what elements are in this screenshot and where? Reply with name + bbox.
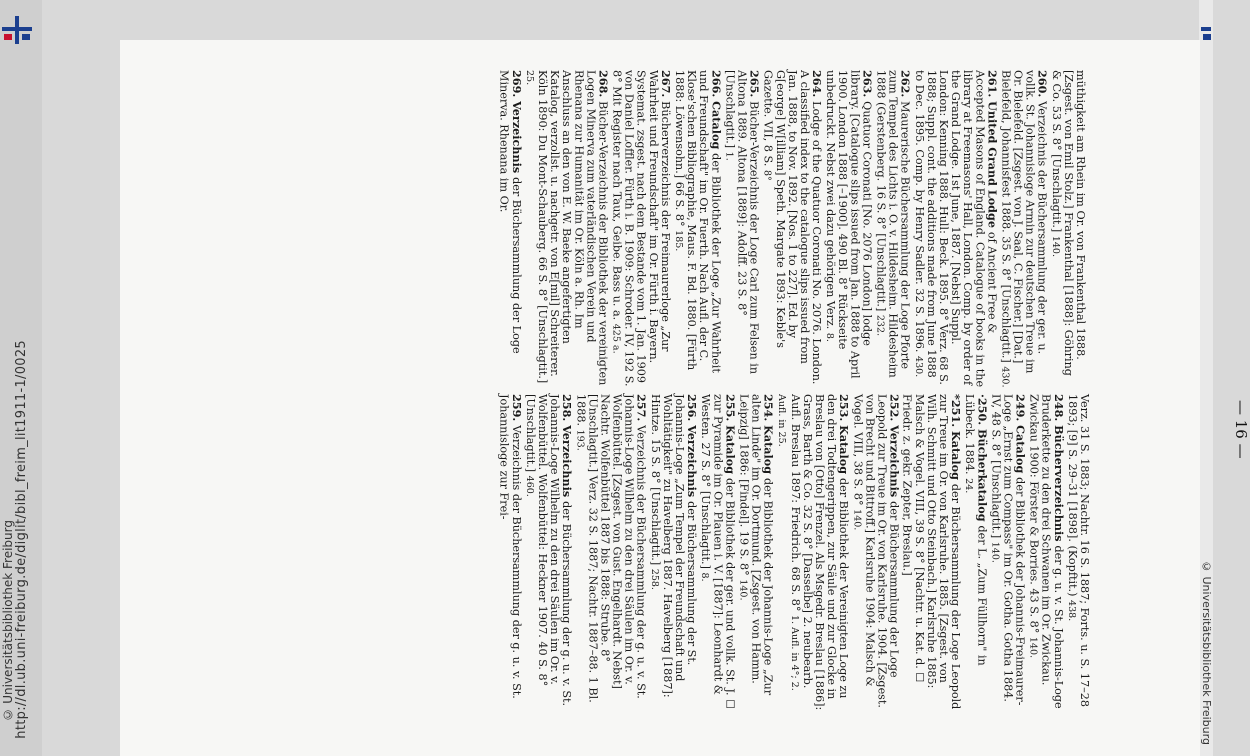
entry-reference: 140.: [1049, 235, 1061, 257]
entry-text: der Büchersammlung der g. u. v. St. Johannis-Loge Wilhelm zu den drei Säulen im Or. v. Wolfenbüttel. Wolfenbüttel: Heckner 1907. 40 S. 8° [Unschlagtit.]: [523, 393, 574, 706]
entry-reference: 430.: [912, 356, 924, 378]
entry-number: 252.: [887, 393, 902, 425]
entry-number: 262.: [898, 70, 913, 102]
catalog-entry: [1027, 394, 1065, 712]
entry-reference: 24.: [963, 477, 975, 493]
entry-number: 259.: [509, 393, 524, 425]
catalog-entry: [672, 70, 722, 388]
entry-text: der Bibliothek der Johannis-Freimaurer-Loge „Ernst zum Compass" im Or. Gotha. Gotha 1884. IV, 48 S. 8° [Unschlagtit.]: [989, 393, 1027, 706]
entry-title: Catalog: [1013, 424, 1028, 477]
entry-reference: 185.: [673, 230, 684, 252]
catalog-entry: [609, 70, 671, 388]
entry-text: der Bibliothek der Johannis-Loge „Zur alten Linde" im Or. Dortmund. [Zsgest. von Hamm. Leipzig] 1886: [Findel]. 19 S. 8°: [737, 393, 775, 695]
entry-text: der Büchersammlung der Loge Leopold zur Treue im Or. von Karlsruhe. 1904. [Zsgest. von Brecht und Bittroff.] Karlsruhe 1904: Malsch & Vogel. VIII, 38 S. 8°: [851, 393, 901, 708]
entry-reference: 1.: [723, 151, 735, 161]
entry-reference: 232.: [874, 314, 886, 337]
entry-number: 249.: [1013, 393, 1028, 425]
entry-text: der L. „Zum Füllhorn" in Lübeck. 1884.: [963, 393, 989, 666]
entry-reference: 460.: [523, 475, 535, 497]
copyright-notice: © Universitätsbibliothek Freiburg: [1, 520, 15, 722]
freiburg-logo-icon-right: [1199, 14, 1211, 46]
entry-reference: 8.: [699, 572, 711, 582]
entry-text: der Bibliothek der ger. und vollk. St. J. ☐ zur Pyramide im Or. Plauen i. V. [1887]: Leonhardt & Westen. 27 S. 8° [Unschlagtit.]: [699, 393, 737, 709]
entry-text: Lodge of the Quatuor Coronati No. 2076. London. A classified index to the catalogue slips issued from Jan. 1888, to Nov. 1892. [Nos. 1 to 227]. Ed. by G[eorge] W[illiam] Speth. Margate 1893: Keble's Gazette. VII, 8 S.: [761, 70, 824, 385]
entry-number: 256.: [685, 393, 700, 425]
entry-title: Katalog: [949, 430, 964, 484]
catalog-entry: [901, 394, 962, 712]
entry-title: Verzeichnis: [560, 424, 575, 501]
entry-text: müthigkeit am Rhein im Or. von Frankenthal 1888. [Zsgest. von Emil Stolz.] Frankenthal [1888]: Göhring & Co. 53 S. 8° [Unschlagtit.]: [1049, 70, 1087, 376]
catalog-entry: [1065, 394, 1090, 712]
entry-reference: 8°: [761, 169, 773, 181]
entry-number: 253.: [837, 393, 852, 425]
entry-text: of Ancient Free & Accepted Masons of England. Catalogue of books in the library at Freemasons' Hall, London. Comp. by order of the Grand Lodge. 1st June, 1887. [Nebst] Suppl. London: Kenning 1888. Hull: Beck. 1895. 8° Verz. 68 S. 1888; Suppl. cont. the additions made from June 1888 to Dec. 1895. Comp. by Henry Sadler. 32 S. 1896.: [912, 70, 999, 388]
entry-reference: 8.: [824, 332, 836, 342]
entry-title: Verzeichnis: [685, 424, 700, 501]
catalog-entry: [761, 70, 823, 388]
entry-title: Verzeichnis: [509, 101, 524, 178]
catalog-entry: [523, 394, 573, 712]
entry-number: 255.: [723, 393, 738, 425]
catalog-entry: [962, 394, 988, 712]
entry-number: 268.: [596, 70, 611, 102]
left-text-column: [498, 394, 1090, 714]
catalog-entry: [1049, 70, 1086, 388]
entry-number: 257.: [634, 393, 649, 425]
entry-number: 260.: [1035, 70, 1050, 102]
entry-text: Verz. 31 S. 1883; Nachtr. 16 S. 1887; Forts. u. S. 17–28 1893; [9] S. 29–31 [1898]. (Kopftit.): [1065, 393, 1091, 707]
entry-reference: 140.: [737, 578, 749, 601]
entry-title: United Grand Lodge: [985, 101, 1000, 232]
page-text-rotated: [140, 70, 1090, 750]
freiburg-logo-icon: [2, 14, 32, 46]
entry-number: 248.: [1051, 393, 1066, 425]
right-text-column: [498, 70, 1086, 390]
entry-number: ·250.: [975, 393, 990, 429]
catalog-entry: [722, 70, 760, 388]
entry-reference: 140.: [989, 541, 1001, 563]
entry-text: Verzeichnis der Büchersammlung der ger. u. vollk. St. Johannisloge Armin zur deutschen Treue im Or. Bielefeld. [Zsgest. von J. Saal, C. Fischer.] [Dat.] Bielefeld, Johannisfest 1888. 35 S. 8° [Unschlagtit.]: [999, 70, 1049, 374]
entry-reference: 140.: [851, 508, 863, 530]
catalog-entry: [498, 394, 523, 712]
catalog-entry: [988, 394, 1026, 712]
entry-reference: 258.: [648, 568, 660, 590]
catalog-entry: [698, 394, 736, 712]
catalog-entry: [775, 394, 851, 712]
entry-number: 269.: [509, 70, 524, 102]
entry-title: Verzeichnis: [887, 424, 902, 501]
catalog-entry: [912, 70, 999, 388]
entry-reference: 1. Aufl. in 4°; 2. Aufl. in 25.: [775, 393, 800, 691]
entry-reference: 430.: [999, 366, 1011, 388]
entry-text: der Bibliothek der Loge „Zur Wahrheit und Freundschaft" im Or. Fuerth. Nach Aufl. der C. Klose'schen Bibliographie, Maus. F. Bd. 1880. [Fürth 1888: Löwensohn.] 66 S. 8°: [673, 70, 723, 373]
entry-number: 254.: [761, 393, 776, 425]
entry-text: der Büchersammlung der St. Johannis-Loge „Zum Tempel der Freundschaft und Wohltätigkeit" zu Havelberg 1887. Havelberg [1887]: Hintze. 15 S. 8° [Unschlagtit.]: [648, 393, 699, 698]
entry-reference: 193.: [574, 429, 586, 451]
entry-title: Katalog: [761, 424, 776, 478]
catalog-entry: [648, 394, 698, 712]
catalog-entry: [523, 70, 610, 388]
catalog-entry: [873, 70, 911, 388]
entry-number: 258.: [560, 393, 575, 425]
catalog-entry: [850, 394, 900, 712]
entry-number: 261.: [985, 70, 1000, 102]
right-copyright-notice: © Universitätsbibliothek Freiburg: [1200, 560, 1213, 745]
entry-number: 266.: [709, 70, 724, 102]
entry-title: Katalog: [837, 424, 852, 478]
catalog-entry: [998, 70, 1048, 388]
entry-text: Verzeichnis der Büchersammlung der g. u. v. St. Johannis-Loge Wilhelm zu den drei Säulen im Or. v. Wolfenbüttel. [Zsgest. von Gust. Engelhardt. Nebst] Nachtr. Wolfenbüttel 1887 bis 1888: Strube. 8° [Unschlagtit.] Verz. 32 S. 1887; Nachtr. 1887–88. 1 Bl. 1888.: [574, 393, 648, 703]
entry-reference: 425 a.: [610, 323, 622, 354]
entry-number: 267.: [658, 70, 673, 102]
entry-text: der g. u. v. St. Johannis-Loge Bruderkette zu den drei Schwanen im Or. Zwickau. Zwickau 1900: Förster & Borries. 43 S. 8°: [1027, 393, 1065, 709]
entry-text: Quatuor Coronati [No. 2076 London] lodge library. [Catalogue slips issued from Jan. 1888 to April 1900. London 1888 [–1900]. 490 Bl. 8° Rückseite unbedruckt. Nebst zwei dazu gehörigen Verz.: [824, 70, 874, 379]
entry-reference: 25.: [523, 70, 535, 86]
entry-number: 263.: [860, 70, 875, 102]
catalog-entry: [823, 70, 873, 388]
entry-title: Bücherverzeichnis: [1051, 424, 1066, 546]
entry-number: *251.: [949, 393, 964, 431]
entry-reference: 140.: [1027, 636, 1039, 658]
entry-text: Verzeichnis der Büchersammlung der g. u. v. St. Johannisloge zur Frei-: [497, 393, 523, 699]
entry-text: der Bibliothek der Vereinigten Loge zu den drei Todtengerippen, zur Säule und zur Glocke in Breslau von [Otto] Frenzel. Als Msgedr. Breslau [1886]: Grass, Barth & Co. 32 S. 8° [Dasselbe] 2. neubearb. Aufl. Breslau 1897: Friedrich. 68 S. 8°: [788, 393, 851, 710]
entry-text: Bücherverzeichnis der Freimaurerloge „Zur Wahrheit und Freundschaft" im Or. Fürth i. Bayern. Systemat. zsgest. nach dem Bestande vom 1. Jan. 1909 von Daniel Loffler. Fürth i. B. 1909: Schroder. IV, 192 S. 8° Mit Register nach Taux, Geibe. Bass u. a.: [610, 70, 672, 387]
entry-text: der Büchersammlung der Loge Minerva. Rhenana im Or.: [497, 70, 523, 354]
entry-number: 265.: [747, 70, 762, 102]
entry-title: Catalog: [709, 101, 724, 154]
source-url[interactable]: http://dl.ub.uni-freiburg.de/diglit/bibl_freim_lit1911-1/0025: [14, 340, 29, 739]
catalog-entry: [736, 394, 774, 712]
entry-title: Bücherkatalog: [975, 428, 990, 526]
entry-number: 264.: [810, 70, 825, 102]
entry-text: Maurerische Büchersammlung der Loge Pforte zum Tempel des Lichts i. O. v. Hildesheim. Hildesheim 1888 (Gerstenberg. 16 S. 8° [Unschlagtit.]: [874, 70, 912, 378]
entry-reference: 438.: [1065, 599, 1077, 621]
entry-text: Bücher-Verzeichnis der Loge Carl zum Felsen in Altona 1889. Altona [1889]: Adolff. 23 S. 8° [Unschlagtit.]: [723, 70, 761, 375]
entry-title: Katalog: [723, 424, 738, 478]
catalog-entry: [573, 394, 648, 712]
entry-text: der Büchersammlung der Loge Leopold zur Treue im Or. von Karlsruhe. 1885. [Zsgest. von Wilh. Schmitt und Otto Steinbach.] Karlsruhe 1885: Malsch & Vogel. VIII, 39 S. 8° [Nachtr. u. Kat. d. ☐ Friedr. z. gekr. Zepter, Breslau.]: [900, 393, 963, 709]
entry-text: Bücher-Verzeichnis der Bibliothek der vereinigten Logen Minerva zum vaterländischen Verein und Rhenana zur Humanität im Or. Köln a. Rh. Im Anschluss an den von E. W. Baeke angefertigten Katalog, verzollst. u. nachgetr. von E[mil] Schreiterer. Köln 1890: Du Mont-Schauberg. 66 S. 8° [Unschlagtit.]: [535, 70, 610, 386]
catalog-entry: [498, 70, 523, 388]
page-number: — 16 —: [1232, 400, 1250, 459]
